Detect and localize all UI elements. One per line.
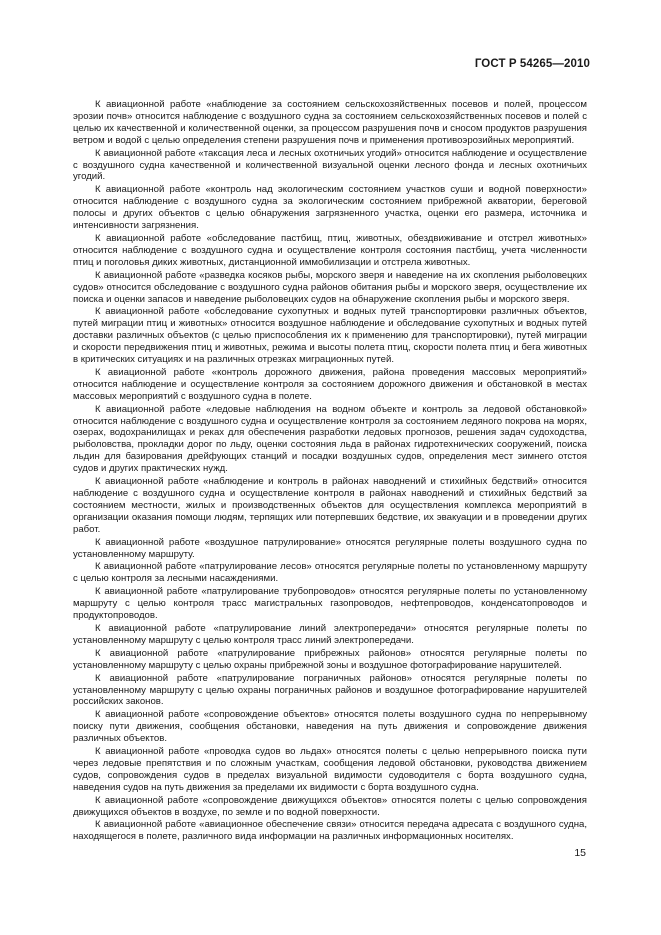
- paragraph: К авиационной работе «патрулирование прибрежных районов» относятся регулярные полеты по установленному маршруту с целью охраны прибрежной зоны и воздушное фотографирование нарушителей.: [73, 647, 587, 671]
- paragraph: К авиационной работе «разведка косяков рыбы, морского зверя и наведение на их скопления рыболовецких судов» относится обследование с воздушного судна районов обитания рыбы и морского зверя, осуществление их поиска и оценки запасов и наведение рыболовецких судов на обнаружение скопления рыбы и морского зверя.: [73, 269, 587, 305]
- page-number: 15: [574, 847, 586, 859]
- paragraph: К авиационной работе «воздушное патрулирование» относятся регулярные полеты воздушного судна по установленному маршруту.: [73, 536, 587, 560]
- paragraph: К авиационной работе «таксация леса и лесных охотничьих угодий» относится наблюдение и осуществление с воздушного судна качественной и количественной визуальной оценки лесного фонда и лесных охотничьих угодий.: [73, 147, 587, 183]
- paragraph: К авиационной работе «проводка судов во льдах» относятся полеты с целью непрерывного поиска пути через ледовые препятствия и по сложным участкам, сообщения ледовой обстановки, руководства движением судов, сопровождения судов в пределах визуальной видимости судоводителя с борта воздушного судна, наведения судов на путь движения за пределами их видимости с борта воздушного судна.: [73, 746, 587, 793]
- paragraph: К авиационной работе «обследование сухопутных и водных путей транспортировки различных объектов, путей миграции птиц и животных» относится воздушное наблюдение и обследование сухопутных и водных путей доставки различных объектов (с целью приспособления их к применению для транспортировки), путей миграции и скорости передвижения птиц и животных, режима и высоты полета птиц, скорости полета птиц и бега животных в критических ситуациях и на различных отрезках миграционных путей.: [73, 306, 587, 366]
- paragraph: К авиационной работе «сопровождение объектов» относятся полеты воздушного судна по непрерывному поиску пути движения, сообщения обстановки, наведения на путь движения и сопровождение движения различных объектов.: [73, 709, 587, 745]
- document-code-header: ГОСТ Р 54265—2010: [474, 58, 590, 70]
- paragraph: К авиационной работе «патрулирование линий электропередачи» относятся регулярные полеты по установленному маршруту с целью контроля трасс линий электропередачи.: [73, 622, 587, 646]
- paragraph: К авиационной работе «обследование пастбищ, птиц, животных, обездвиживание и отстрел животных» относится наблюдение с воздушного судна и осуществление контроля состояния пастбищ, учета численности птиц и поголовья диких животных, дистанционной иммобилизации и отстрела животных.: [73, 232, 587, 268]
- paragraph: К авиационной работе «наблюдение и контроль в районах наводнений и стихийных бедствий» относится наблюдение с воздушного судна и осуществление контроля в районах наводнений и стихийных бедствий за состоянием местности, жилых и производственных объектов для осуществления комплекса мероприятий в организации оказания помощи людям, терпящих или потерпевших бедствие, их эвакуации и в проведении других работ.: [73, 476, 587, 535]
- paragraph: К авиационной работе «контроль дорожного движения, района проведения массовых мероприятий» относится наблюдение и осуществление контроля за состоянием дорожного движения и обстановкой в местах массовых мероприятий с воздушного судна в полете.: [73, 366, 587, 402]
- paragraph: К авиационной работе «ледовые наблюдения на водном объекте и контроль за ледовой обстановкой» относится наблюдение с воздушного судна и осуществление контроля за состоянием ледяного покрова на морях, озерах, водохранилищах и реках для обеспечения разработки ледовых прогнозов, решения задач судоходства, рыболовства, прокладки дорог по льду, оценки состояния льда в районах гидротехнических сооружений, поиска льдин для базирования дрейфующих станций и посадки воздушных судов, определения мест зимнего отстоя судов и других практических нужд.: [73, 403, 587, 475]
- document-body: [73, 99, 587, 844]
- paragraph: К авиационной работе «патрулирование трубопроводов» относятся регулярные полеты по установленному маршруту с целью контроля трасс магистральных газопроводов, нефтепроводов, конденсатопроводов и продуктопроводов.: [73, 586, 587, 622]
- paragraph: К авиационной работе «патрулирование лесов» относятся регулярные полеты по установленному маршруту с целью контроля за лесными насаждениями.: [73, 561, 587, 585]
- paragraph: К авиационной работе «авиационное обеспечение связи» относится передача адресата с воздушного судна, находящегося в полете, различного вида информации на различных информационных носителях.: [73, 819, 587, 843]
- paragraph: К авиационной работе «контроль над экологическим состоянием участков суши и водной поверхности» относится наблюдение с воздушного судна за экологическим состоянием прибрежной акватории, береговой полосы и других объектов с целью обнаружения загрязненного участка, оценки его размера, источника и интенсивности загрязнения.: [73, 184, 587, 232]
- paragraph: К авиационной работе «патрулирование пограничных районов» относятся регулярные полеты по установленному маршруту с целью охраны пограничных районов и воздушное фотографирование нарушителей российских законов.: [73, 672, 587, 708]
- paragraph: К авиационной работе «сопровождение движущихся объектов» относятся полеты с целью сопровождения движущихся объектов в воздухе, по земле и по водной поверхности.: [73, 794, 587, 818]
- paragraph: К авиационной работе «наблюдение за состоянием сельскохозяйственных посевов и полей, процессом эрозии почв» относится наблюдение с воздушного судна за состоянием сельскохозяйственных посевов и полей с целью их качественной и количественной оценки, за процессом разрушения почв и сносом продуктов разрушения ветром и водой с целью определения степени разрушения почв и применения противоэрозийных мероприятий.: [73, 99, 587, 146]
